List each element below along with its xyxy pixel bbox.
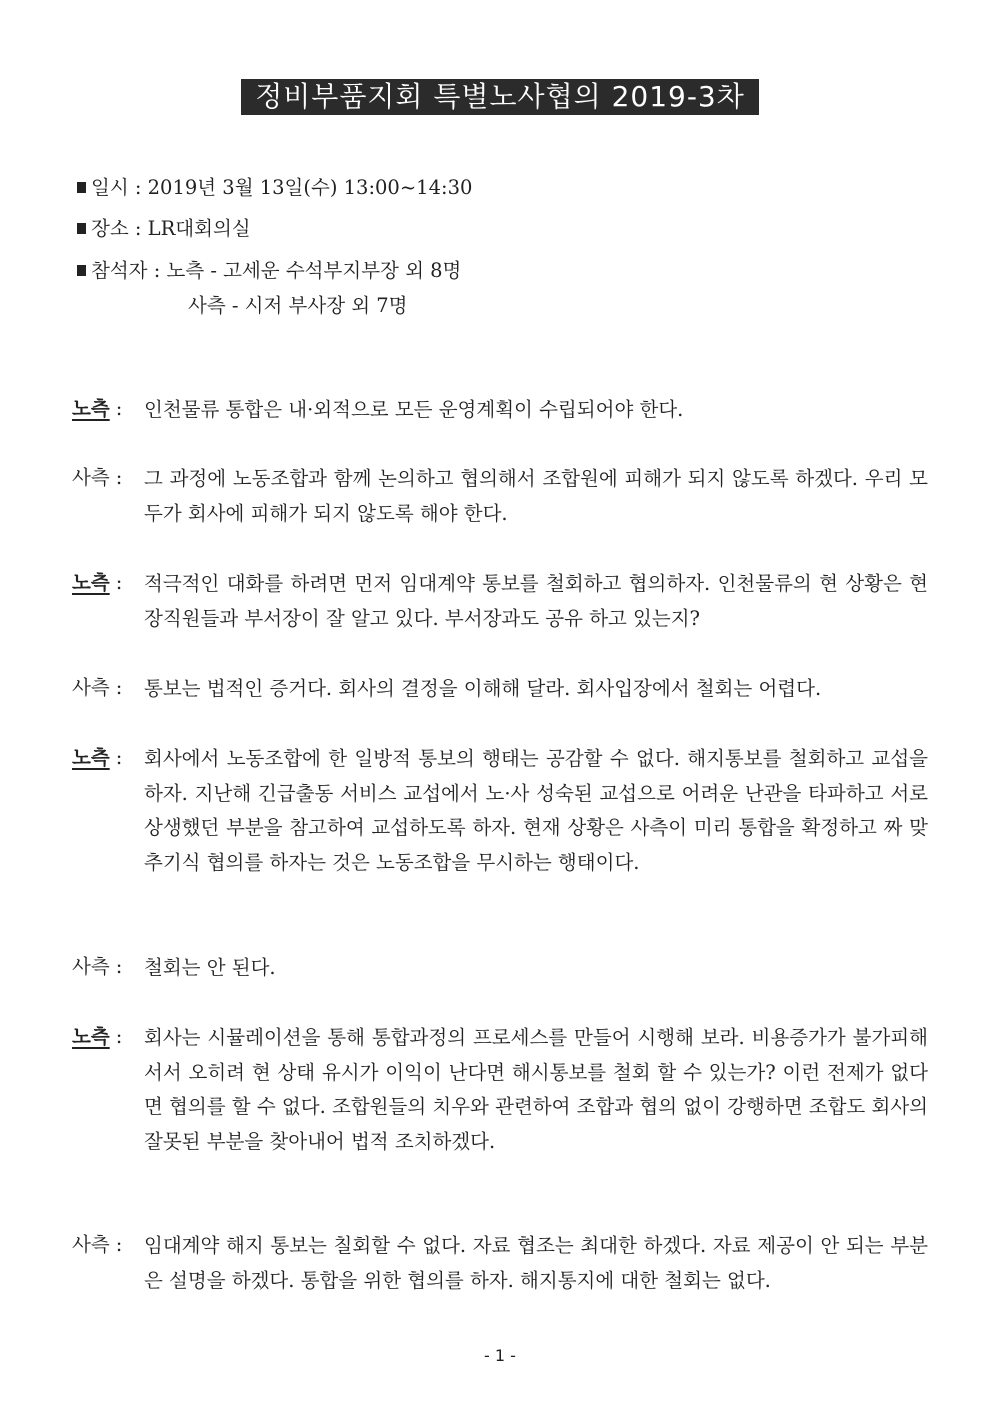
statement-text: 인천물류 통합은 내·외적으로 모든 운영계획이 수립되어야 한다. [144,398,684,421]
meeting-place: 장소 : LR대회의실 [77,213,251,241]
meeting-attendees-management: 사측 - 시저 부사장 외 7명 [188,294,408,317]
minute-entry-5 [72,742,928,880]
square-bullet-icon [77,223,86,234]
speaker-label: 사측 : [72,466,123,489]
document-title: 정비부품지회 특별노사협의 2019-3차 [241,79,759,115]
statement-text: 철회는 안 된다. [144,956,276,979]
speaker-label: 사측 : [72,1233,123,1256]
minute-entry-7 [72,1021,928,1159]
minute-entry-3 [72,567,928,636]
speaker-label: 노측 : [72,746,123,769]
page-number: - 1 - [484,1346,516,1365]
title-area [0,79,1000,115]
meeting-attendees: 참석자 : 노측 - 고세운 수석부지부장 외 8명 [77,255,461,283]
speaker-label: 사측 : [72,676,123,699]
square-bullet-icon [77,182,86,193]
speaker-label: 노측 : [72,397,123,420]
minute-entry-2 [72,462,928,531]
minute-entry-4 [72,672,928,707]
minute-entry-1 [72,393,928,428]
square-bullet-icon [77,265,86,276]
minute-entry-8 [72,1229,928,1298]
speaker-label: 노측 : [72,1025,123,1048]
statement-text: 통보는 법적인 증거다. 회사의 결정을 이해해 달라. 회사입장에서 철회는 어렵다. [144,677,822,700]
meeting-date: 일시 : 2019년 3월 13일(수) 13:00~14:30 [77,172,472,200]
speaker-label: 노측 : [72,571,123,594]
speaker-label: 사측 : [72,955,123,978]
minute-entry-6 [72,951,928,986]
statement-text: 회사에서 노동조합에 한 일방적 통보의 행태는 공감할 수 없다. 해지통보를 철회하고 교섭을 하자. 지난해 긴급출동 서비스 교섭에서 노·사 성숙된 교섭으로 어려운 난관을 타파하고 서로 상생했던 부분을 참고하여 교섭하도록 하자. 현재 상황은 사측이 미리 통합을 확정하고 짜 맞추기식 협의를 하자는 것은 노동조합을 무시하는 행태이다. [144,747,928,874]
statement-text: 적극적인 대화를 하려면 먼저 임대계약 통보를 철회하고 협의하자. 인천물류의 현 상황은 현장직원들과 부서장이 잘 알고 있다. 부서장과도 공유 하고 있는지? [144,572,928,630]
statement-text: 그 과정에 노동조합과 함께 논의하고 협의해서 조합원에 피해가 되지 않도록 하겠다. 우리 모두가 회사에 피해가 되지 않도록 해야 한다. [144,467,928,525]
statement-text: 회사는 시뮬레이션을 통해 통합과정의 프로세스를 만들어 시행해 보라. 비용증가가 불가피해서서 오히려 현 상태 유시가 이익이 난다면 해시통보를 철회 할 수 있는가? 이런 전제가 없다면 협의를 할 수 없다. 조합원들의 치우와 관련하여 조합과 협의 없이 강행하면 조합도 회사의 잘못된 부분을 찾아내어 법적 조치하겠다. [144,1026,928,1153]
statement-text: 임대계약 해지 통보는 칠회할 수 없다. 자료 협조는 최대한 하겠다. 자료 제공이 안 되는 부분은 설명을 하겠다. 통합을 위한 협의를 하자. 해지통지에 대한 철회는 없다. [144,1234,928,1292]
